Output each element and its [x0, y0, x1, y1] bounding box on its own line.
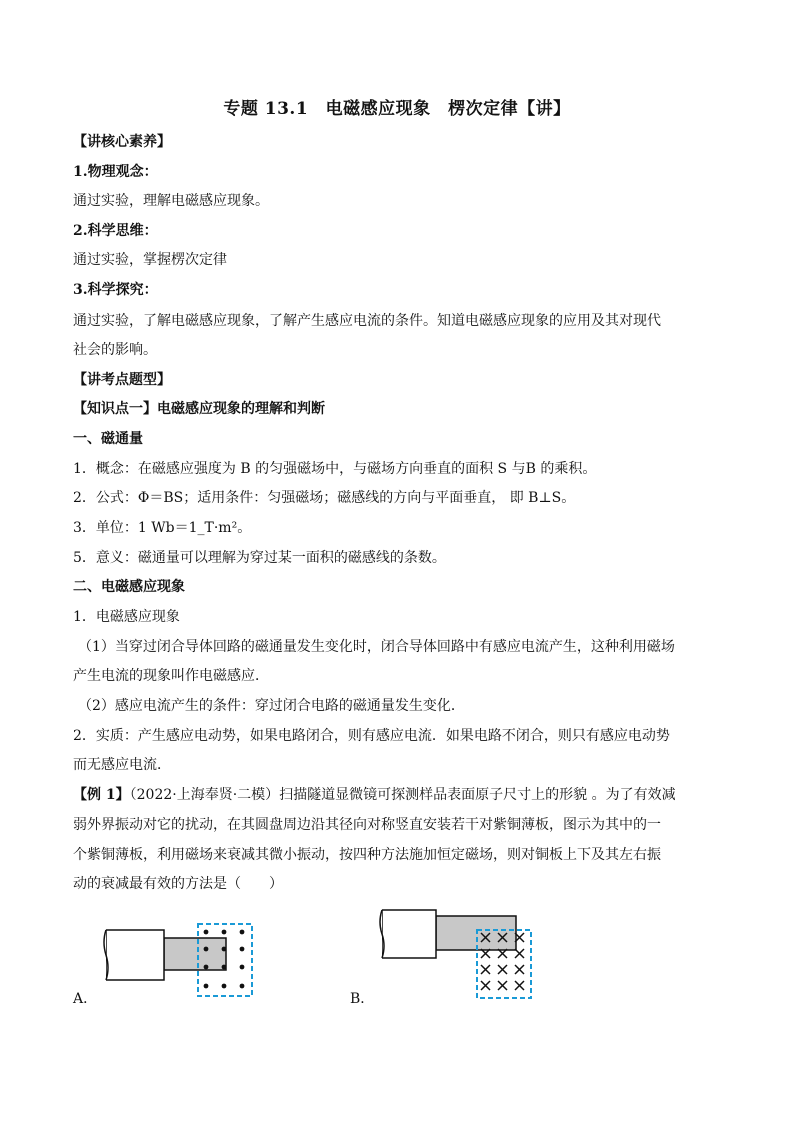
flux-formula: 2．公式：Φ＝BS；适用条件：匀强磁场；磁感线的方向与平面垂直， 即 B⊥S。 — [73, 490, 576, 506]
flux-unit: 3．单位：1 Wb＝1_T·m²。 — [73, 520, 252, 536]
emi-item1a-line2: 产生电流的现象叫作电磁感应． — [73, 668, 269, 684]
item3-text-line2: 社会的影响。 — [73, 342, 157, 358]
item2-text: 通过实验，掌握楞次定律 — [73, 252, 227, 268]
emi-item1: 1．电磁感应现象 — [73, 609, 180, 625]
flux-concept: 1．概念：在磁感应强度为 B 的匀强磁场中，与磁场方向垂直的面积 S 与B 的乘积。 — [73, 461, 597, 477]
flux-meaning: 5．意义：磁通量可以理解为穿过某一面积的磁感线的条数。 — [73, 550, 446, 566]
emi-item2-line2: 而无感应电流． — [73, 757, 171, 773]
emi-heading: 二、电磁感应现象 — [73, 579, 185, 595]
example1-line2: 弱外界振动对它的扰动，在其圆盘周边沿其径向对称竖直安装若干对紫铜薄板，图示为其中的一 — [73, 817, 661, 833]
example1-label: 【例 1】 — [73, 787, 130, 803]
example1-line1 — [73, 785, 733, 805]
option-a-label: A． — [73, 991, 98, 1007]
core-heading: 【讲核心素养】 — [73, 134, 171, 150]
item3-heading: 3.科学探究： — [73, 282, 158, 298]
page-title: 专题 13.1 电磁感应现象 楞次定律【讲】 — [223, 99, 571, 119]
example1-text: （2022·上海奉贤·二模）扫描隧道显微镜可探测样品表面原子尺寸上的形貌 。为了有效减 — [129, 787, 676, 803]
option-a-figure — [100, 918, 260, 1000]
option-b-label: B． — [350, 991, 375, 1007]
flux-heading: 一、磁通量 — [73, 431, 143, 447]
item1-heading: 1.物理观念： — [73, 164, 158, 180]
example1-line4: 动的衰减最有效的方法是（ ） — [73, 876, 283, 892]
item3-text-line1: 通过实验，了解电磁感应现象，了解产生感应电流的条件。知道电磁感应现象的应用及其对现代 — [73, 313, 661, 329]
knowledge-point-heading: 【知识点一】电磁感应现象的理解和判断 — [73, 401, 325, 417]
exam-heading: 【讲考点题型】 — [73, 372, 171, 388]
option-b-figure — [376, 906, 536, 1000]
item2-heading: 2.科学思维： — [73, 223, 158, 239]
item1-text: 通过实验，理解电磁感应现象。 — [73, 193, 269, 209]
example1-line3: 个紫铜薄板，利用磁场来衰减其微小振动，按四种方法施加恒定磁场，则对铜板上下及其左右振 — [73, 847, 661, 863]
emi-item1a-line1: （1）当穿过闭合导体回路的磁通量发生变化时，闭合导体回路中有感应电流产生，这种利用磁场 — [78, 639, 675, 655]
emi-item2-line1: 2．实质：产生感应电动势，如果电路闭合，则有感应电流．如果电路不闭合，则只有感应电动势 — [73, 728, 670, 744]
emi-item1b: （2）感应电流产生的条件：穿过闭合电路的磁通量发生变化． — [78, 698, 465, 714]
